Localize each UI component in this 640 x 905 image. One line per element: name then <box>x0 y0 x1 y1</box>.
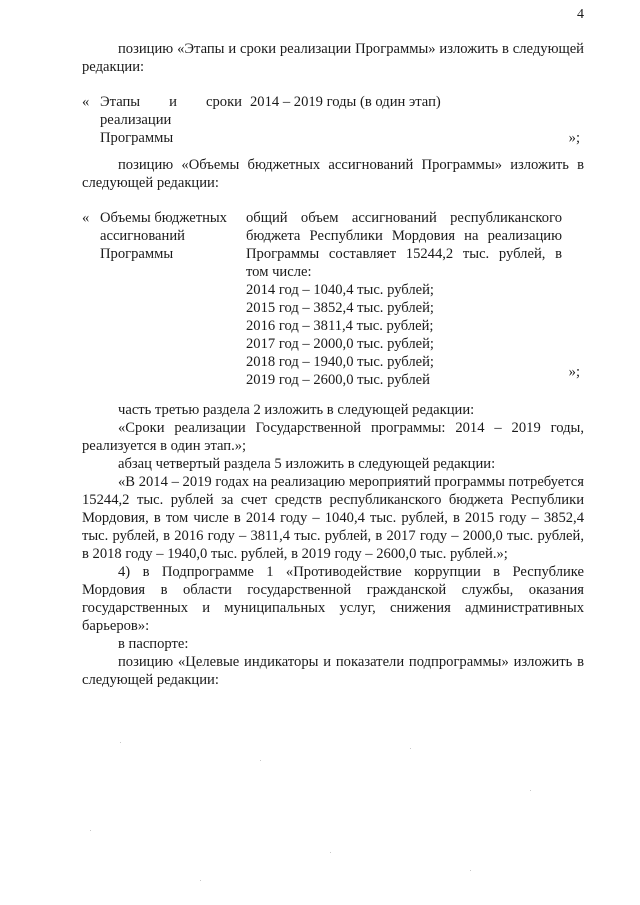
section1-value-text: 2014 – 2019 годы (в один этап) <box>250 94 441 110</box>
section2-value-line: 2017 год – 2000,0 тыс. рублей; <box>246 336 434 352</box>
section2-close-quote: »; <box>568 364 580 380</box>
body-paragraph: абзац четвертый раздела 5 изложить в следующей редакции: <box>118 456 496 472</box>
section2-value-line: 2014 год – 1040,4 тыс. рублей; <box>246 282 434 298</box>
section1-label <box>100 93 242 147</box>
section2-value-line: 2015 год – 3852,4 тыс. рублей; <box>246 300 434 316</box>
page-number: 4 <box>577 7 584 22</box>
section1-table <box>82 93 584 147</box>
body-paragraph: позицию «Целевые индикаторы и показатели подпрограммы» изложить в следующей редакции: <box>82 654 584 688</box>
section2-label-line: ассигнований <box>100 228 185 244</box>
section2-value-line: бюджета Республики Мордовия на реализацию <box>246 228 562 244</box>
body-paragraph: «В 2014 – 2019 годах на реализацию мероприятий программы потребуется 15244,2 тыс. рублей за счет средств республиканского бюджета Республики Мордовия, в том числе в 2014 году – 1040,4 тыс. рублей, в 2015 году – 3852,4 тыс. рублей, в 2016 году – 3811,4 тыс. рублей, в 2017 году – 2000,0 тыс. рублей, в 2018 году – 1940,0 тыс. рублей, в 2019 году – 2600,0 тыс. рублей.»; <box>82 474 584 562</box>
body-paragraph: 4) в Подпрограмме 1 «Противодействие коррупции в Республике Мордовия в области государственной гражданской службы, оказания государственных и муниципальных услуг, снижения административных барьеров»: <box>82 564 584 634</box>
section1-intro-text: позицию «Этапы и сроки реализации Программы» изложить в следующей редакции: <box>82 41 584 75</box>
section2-value-line: 2018 год – 1940,0 тыс. рублей; <box>246 354 434 370</box>
section2-value-line: общий объем ассигнований республиканского <box>246 210 562 226</box>
section2-label <box>100 209 242 263</box>
body-paragraph: «Сроки реализации Государственной программы: 2014 – 2019 годы, реализуется в один этап.»; <box>82 420 584 454</box>
section2-value-line: том числе: <box>246 264 312 280</box>
section2-value <box>246 209 562 389</box>
section1-label-line: реализации <box>100 112 172 128</box>
section2-intro-text: позицию «Объемы бюджетных ассигнований Программы» изложить в следующей редакции: <box>82 157 584 191</box>
section2-open-quote: « <box>82 210 90 226</box>
section1-value <box>250 93 441 111</box>
section1-label-line: Программы <box>100 130 174 146</box>
section2-value-line: Программы составляет 15244,2 тыс. рублей, в <box>246 246 562 262</box>
section1-label-line: Этапы и сроки <box>100 94 242 110</box>
section2-intro <box>82 156 584 192</box>
section1-close-quote: »; <box>568 130 580 146</box>
section2-table <box>82 209 584 389</box>
body-text <box>82 401 584 689</box>
section2-value-line: 2019 год – 2600,0 тыс. рублей <box>246 372 430 388</box>
section1-intro <box>82 40 584 76</box>
section2-label-line: Программы <box>100 246 174 262</box>
section2-label-line: Объемы бюджетных <box>100 210 227 226</box>
body-paragraph: в паспорте: <box>118 636 189 652</box>
section1-open-quote: « <box>82 94 90 110</box>
body-paragraph: часть третью раздела 2 изложить в следующей редакции: <box>118 402 475 418</box>
section2-value-line: 2016 год – 3811,4 тыс. рублей; <box>246 318 434 334</box>
